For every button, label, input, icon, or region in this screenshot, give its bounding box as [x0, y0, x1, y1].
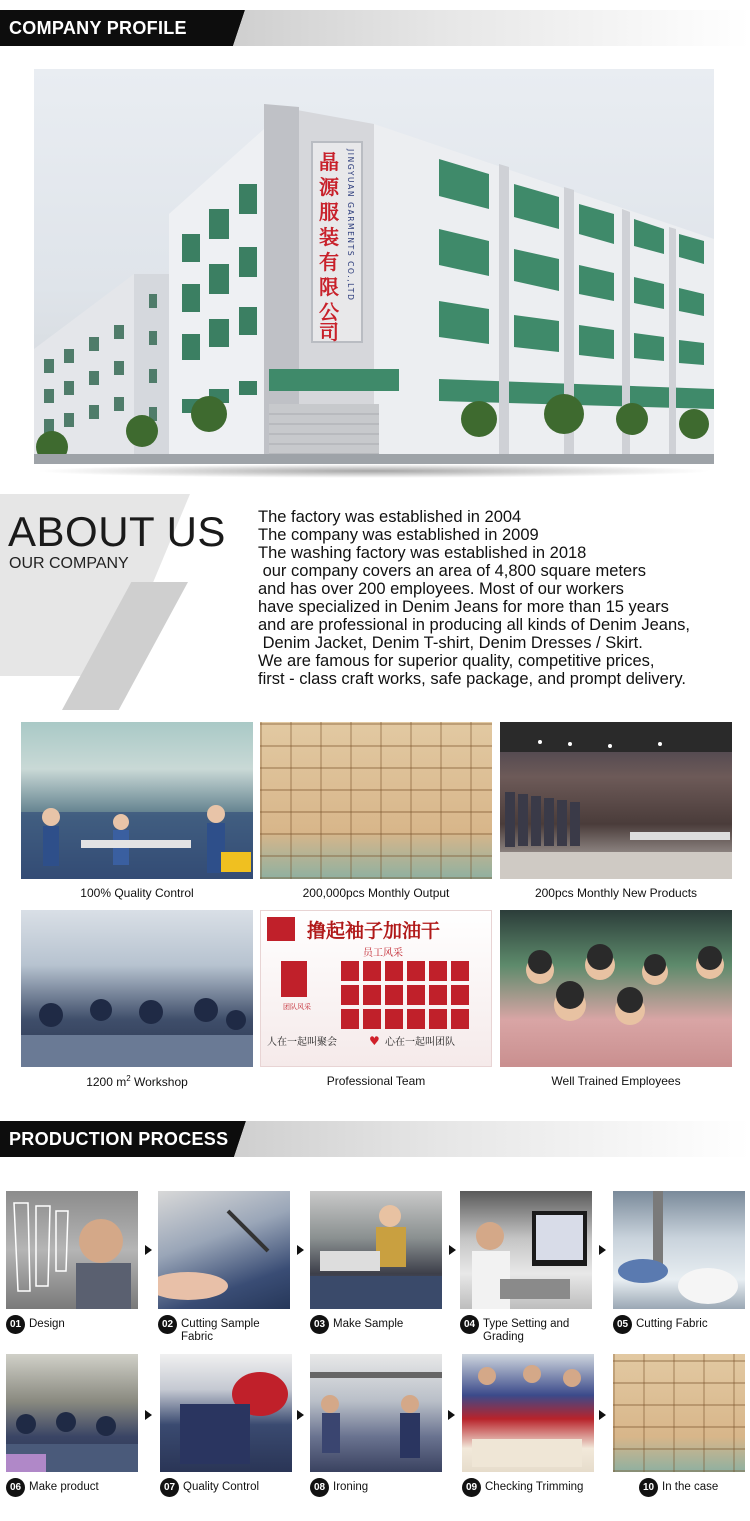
ironing-photo	[310, 1354, 442, 1472]
process-step-type-setting	[460, 1191, 592, 1344]
about-line: have specialized in Denim Jeans for more than 15 years	[258, 598, 669, 616]
step-number: 01	[6, 1315, 25, 1334]
gallery-caption: Well Trained Employees	[551, 1074, 681, 1088]
about-description	[258, 508, 743, 688]
about-line: and has over 200 employees. Most of our workers	[258, 580, 624, 598]
process-step-make-product	[6, 1354, 138, 1497]
step-label: Checking Trimming	[485, 1481, 584, 1493]
cutting-sample-photo	[158, 1191, 290, 1309]
gallery-caption: 100% Quality Control	[80, 886, 194, 900]
about-line: first - class craft works, safe package, and prompt delivery.	[258, 670, 686, 688]
step-number: 02	[158, 1315, 177, 1334]
quality-control-photo	[21, 722, 253, 879]
process-step-cutting-fabric	[613, 1191, 745, 1334]
gallery-item-new-products	[500, 722, 732, 900]
step-number: 06	[6, 1478, 25, 1497]
svg-text:♥: ♥	[369, 1034, 380, 1048]
gallery-item-professional-team	[260, 910, 492, 1088]
step-label: Design	[29, 1318, 65, 1330]
gallery-item-quality-control	[21, 722, 253, 900]
arrow-right-icon	[448, 1410, 455, 1420]
step-label: Cutting Sample Fabric	[181, 1318, 260, 1343]
sign-char: 限	[319, 275, 339, 299]
step-label: Cutting Fabric	[636, 1318, 708, 1330]
cartons-photo	[260, 722, 492, 879]
photo-shadow	[34, 464, 714, 478]
about-line: our company covers an area of 4,800 square meters	[258, 562, 646, 580]
step-label: Ironing	[333, 1481, 369, 1493]
arrow-right-icon	[297, 1410, 304, 1420]
arrow-right-icon	[449, 1245, 456, 1255]
gallery-caption: 200,000pcs Monthly Output	[302, 886, 450, 900]
sign-char: 源	[319, 175, 339, 199]
process-step-ironing	[310, 1354, 442, 1497]
team-board-heading: 员工风采	[363, 948, 403, 959]
building-illustration	[34, 69, 714, 464]
gallery-caption: 200pcs Monthly New Products	[534, 886, 698, 900]
about-title: ABOUT US	[8, 508, 226, 555]
sign-char: 有	[319, 250, 339, 274]
sign-char: 服	[319, 200, 339, 224]
showroom-photo	[500, 722, 732, 879]
quality-control-step-photo	[160, 1354, 292, 1472]
workshop-photo	[21, 910, 253, 1067]
about-line: The factory was established in 2004	[258, 508, 522, 526]
step-number: 10	[639, 1478, 658, 1497]
gallery-caption: Professional Team	[326, 1074, 426, 1088]
step-label: Make product	[29, 1481, 99, 1493]
process-step-quality-control	[160, 1354, 292, 1497]
about-line: We are famous for superior quality, competitive prices,	[258, 652, 655, 670]
gallery-caption: 1200 $m^2$ Workshop	[86, 1074, 188, 1089]
arrow-right-icon	[297, 1245, 304, 1255]
team-board-bottom-right: 心在一起叫团队	[385, 1037, 455, 1048]
step-number: 07	[160, 1478, 179, 1497]
arrow-right-icon	[599, 1245, 606, 1255]
about-line: Denim Jacket, Denim T-shirt, Denim Dresses / Skirt.	[258, 634, 643, 652]
gallery-item-workshop	[21, 910, 253, 1089]
step-number: 04	[460, 1315, 479, 1334]
process-step-cutting-sample	[158, 1191, 290, 1344]
production-process-header	[0, 1121, 750, 1157]
team-board-bottom-left: 人在一起叫聚会	[267, 1037, 337, 1048]
about-line: The company was established in 2009	[258, 526, 539, 544]
production-process-title: PRODUCTION PROCESS	[9, 1129, 229, 1149]
step-number: 09	[462, 1478, 481, 1497]
step-label: In the case	[662, 1481, 719, 1493]
step-label: Quality Control	[183, 1481, 260, 1493]
sign-char: 司	[319, 320, 339, 344]
step-number: 05	[613, 1315, 632, 1334]
sign-char: 晶	[319, 150, 339, 174]
in-the-case-photo	[613, 1354, 745, 1472]
process-step-make-sample	[310, 1191, 442, 1334]
employees-photo	[500, 910, 732, 1067]
process-step-checking-trimming	[462, 1354, 594, 1497]
company-profile-title: COMPANY PROFILE	[9, 18, 187, 38]
team-board-side: 团队风采	[283, 1003, 311, 1011]
arrow-right-icon	[145, 1410, 152, 1420]
factory-building-photo	[34, 69, 714, 464]
about-subtitle: OUR COMPANY	[9, 555, 129, 572]
company-profile-header	[0, 10, 750, 46]
sign-char: 装	[319, 225, 339, 249]
step-label: Type Setting and Grading	[483, 1318, 570, 1343]
arrow-right-icon	[145, 1245, 152, 1255]
checking-trimming-photo	[462, 1354, 594, 1472]
step-number: 03	[310, 1315, 329, 1334]
about-line: The washing factory was established in 2018	[258, 544, 587, 562]
process-step-design	[6, 1191, 138, 1334]
step-number: 08	[310, 1478, 329, 1497]
team-board-slogan: 撸起袖子加油干	[307, 920, 441, 942]
process-step-in-the-case	[613, 1354, 745, 1497]
make-product-photo	[6, 1354, 138, 1472]
make-sample-photo	[310, 1191, 442, 1309]
gallery-item-trained-employees	[500, 910, 732, 1088]
team-board-photo	[260, 910, 492, 1067]
gallery-item-monthly-output	[260, 722, 492, 900]
cutting-fabric-photo	[613, 1191, 745, 1309]
step-label: Make Sample	[333, 1318, 404, 1330]
design-photo	[6, 1191, 138, 1309]
sign-english: JINGYUAN GARMENTS CO.,LTD	[346, 149, 355, 302]
type-setting-photo	[460, 1191, 592, 1309]
sign-char: 公	[319, 300, 339, 324]
about-line: and are professional in producing all kinds of Denim Jeans,	[258, 616, 690, 634]
arrow-right-icon	[599, 1410, 606, 1420]
